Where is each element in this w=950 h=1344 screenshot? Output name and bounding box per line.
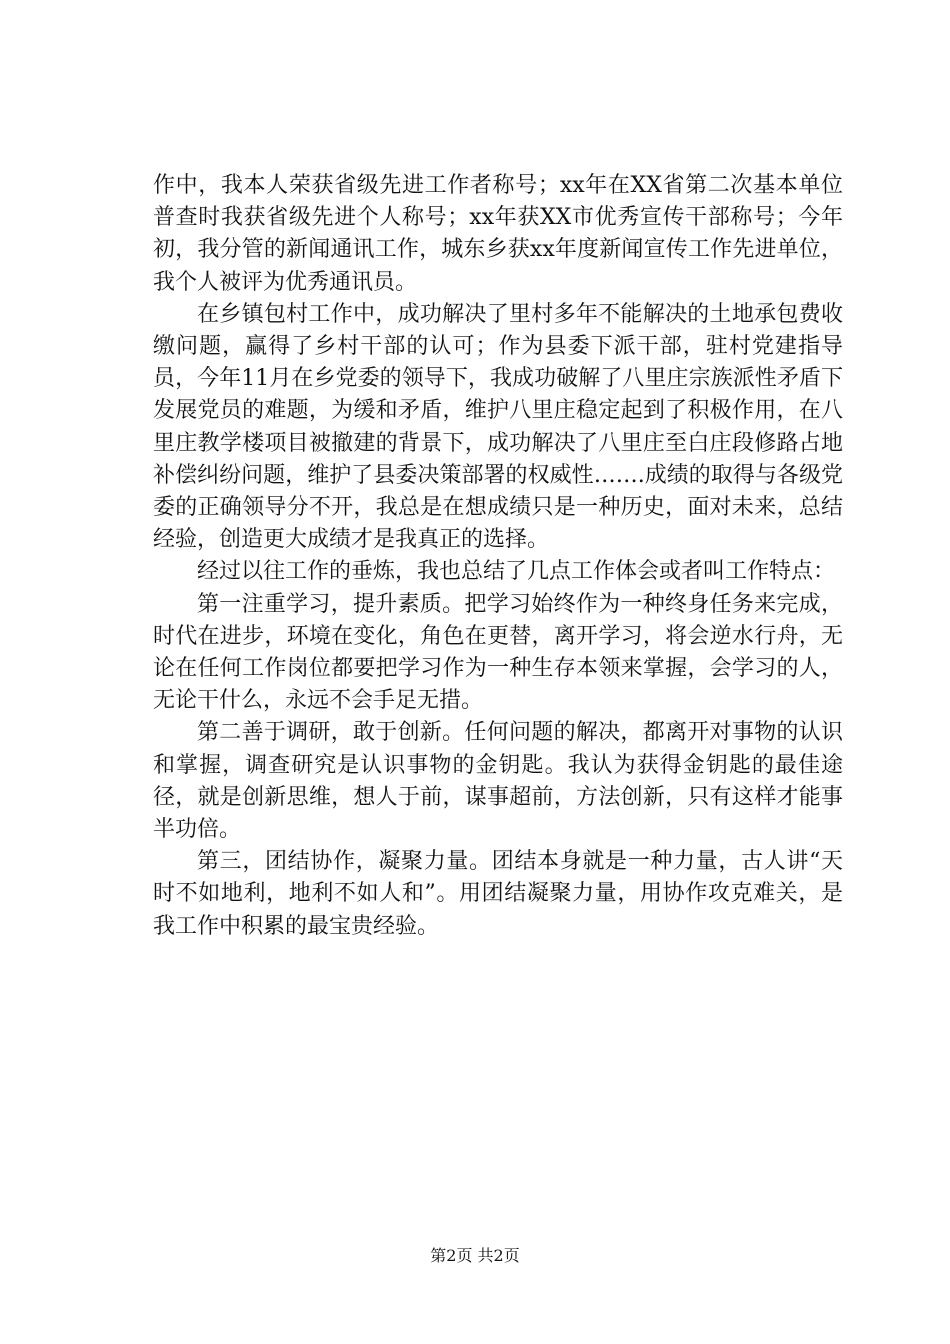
paragraph-3: 经过以往工作的垂炼，我也总结了几点工作体会或者叫工作特点： [197, 559, 836, 585]
paragraph-5: 第二善于调研，敢于创新。任何问题的解决，都离开对事物的认识和掌握，调查研究是认识事物的金钥匙。我认为获得金钥匙的最佳途径，就是创新思维，想人于前，谋事超前，方法创新，只有这样才能事半功倍。 [153, 720, 843, 843]
document-body [153, 170, 843, 943]
page-footer: 第2页 共2页 [430, 1246, 520, 1265]
paragraph-2: 在乡镇包村工作中，成功解决了里村多年不能解决的土地承包费收缴问题，赢得了乡村干部的认可；作为县委下派干部，驻村党建指导员，今年11月在乡党委的领导下，我成功破解了八里庄宗族派性矛盾下发展党员的难题，为缓和矛盾，维护八里庄稳定起到了积极作用，在八里庄教学楼项目被撤建的背景下，成功解决了八里庄至白庄段修路占地补偿纠纷问题，维护了县委决策部署的权威性…….成绩的取得与各级党委的正确领导分不开，我总是在想成绩只是一种历史，面对未来，总结经验，创造更大成绩才是我真正的选择。 [153, 301, 843, 553]
paragraph-6: 第三，团结协作，凝聚力量。团结本身就是一种力量，古人讲“天时不如地利，地利不如人和”。用团结凝聚力量，用协作攻克难关，是我工作中积累的最宝贵经验。 [153, 849, 843, 939]
paragraph-1: 作中，我本人荣获省级先进工作者称号；xx年在XX省第二次基本单位普查时我获省级先进个人称号；xx年获XX市优秀宣传干部称号；今年初，我分管的新闻通讯工作，城东乡获xx年度新闻宣传工作先进单位，我个人被评为优秀通讯员。 [153, 173, 843, 295]
paragraph-4: 第一注重学习，提升素质。把学习始终作为一种终身任务来完成，时代在进步，环境在变化，角色在更替，离开学习，将会逆水行舟，无论在任何工作岗位都要把学习作为一种生存本领来掌握，会学习的人，无论干什么，永远不会手足无措。 [153, 591, 843, 714]
